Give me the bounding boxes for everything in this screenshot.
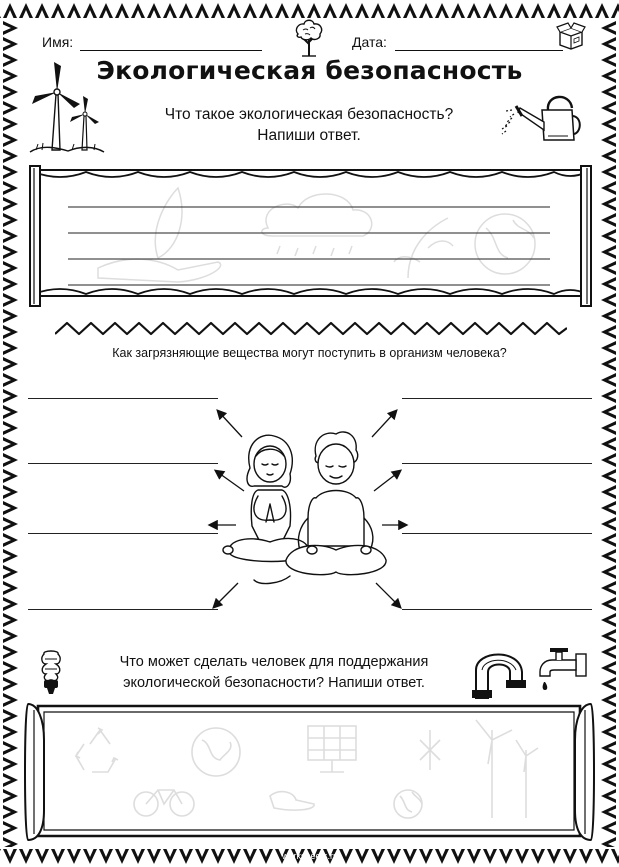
date-field[interactable] (395, 50, 563, 51)
page-title: Экологическая безопасность (96, 56, 523, 85)
question-3-line-2: экологической безопасности? Напиши ответ. (123, 675, 425, 691)
footer-site: worksheets.ru (281, 851, 339, 861)
box-icon (556, 22, 586, 50)
faucet-icon (532, 644, 588, 696)
tree-icon (292, 18, 326, 58)
answer-line-left-1[interactable] (28, 398, 218, 399)
answer-line-right-1[interactable] (402, 398, 592, 399)
question-3 (64, 652, 484, 694)
question-1-line-2: Напиши ответ. (257, 127, 361, 144)
answer-box-1[interactable] (28, 158, 593, 310)
name-field[interactable] (80, 50, 262, 51)
answer-line-left-3[interactable] (28, 533, 218, 534)
bulb-icon (36, 650, 66, 696)
question-1-line-1: Что такое экологическая безопасность? (164, 106, 454, 123)
faint-background-drawings (98, 188, 535, 282)
date-label: Дата: (352, 34, 387, 50)
answer-line-right-3[interactable] (402, 533, 592, 534)
answer-line-left-2[interactable] (28, 463, 218, 464)
answer-line-left-4[interactable] (28, 609, 218, 610)
question-2: Как загрязняющие вещества могут поступить в организм человека? (112, 346, 507, 360)
question-1 (100, 104, 518, 146)
answer-line-right-2[interactable] (402, 463, 592, 464)
answer-box-2[interactable] (24, 700, 595, 846)
pipe-icon (470, 640, 530, 700)
zigzag-divider (55, 318, 567, 340)
people-meditating-illustration (220, 426, 390, 592)
name-label: Имя: (42, 34, 74, 50)
question-3-line-1: Что может сделать человек для поддержания (119, 654, 429, 670)
faint-background-drawings (76, 720, 538, 818)
answer-line-right-4[interactable] (402, 609, 592, 610)
